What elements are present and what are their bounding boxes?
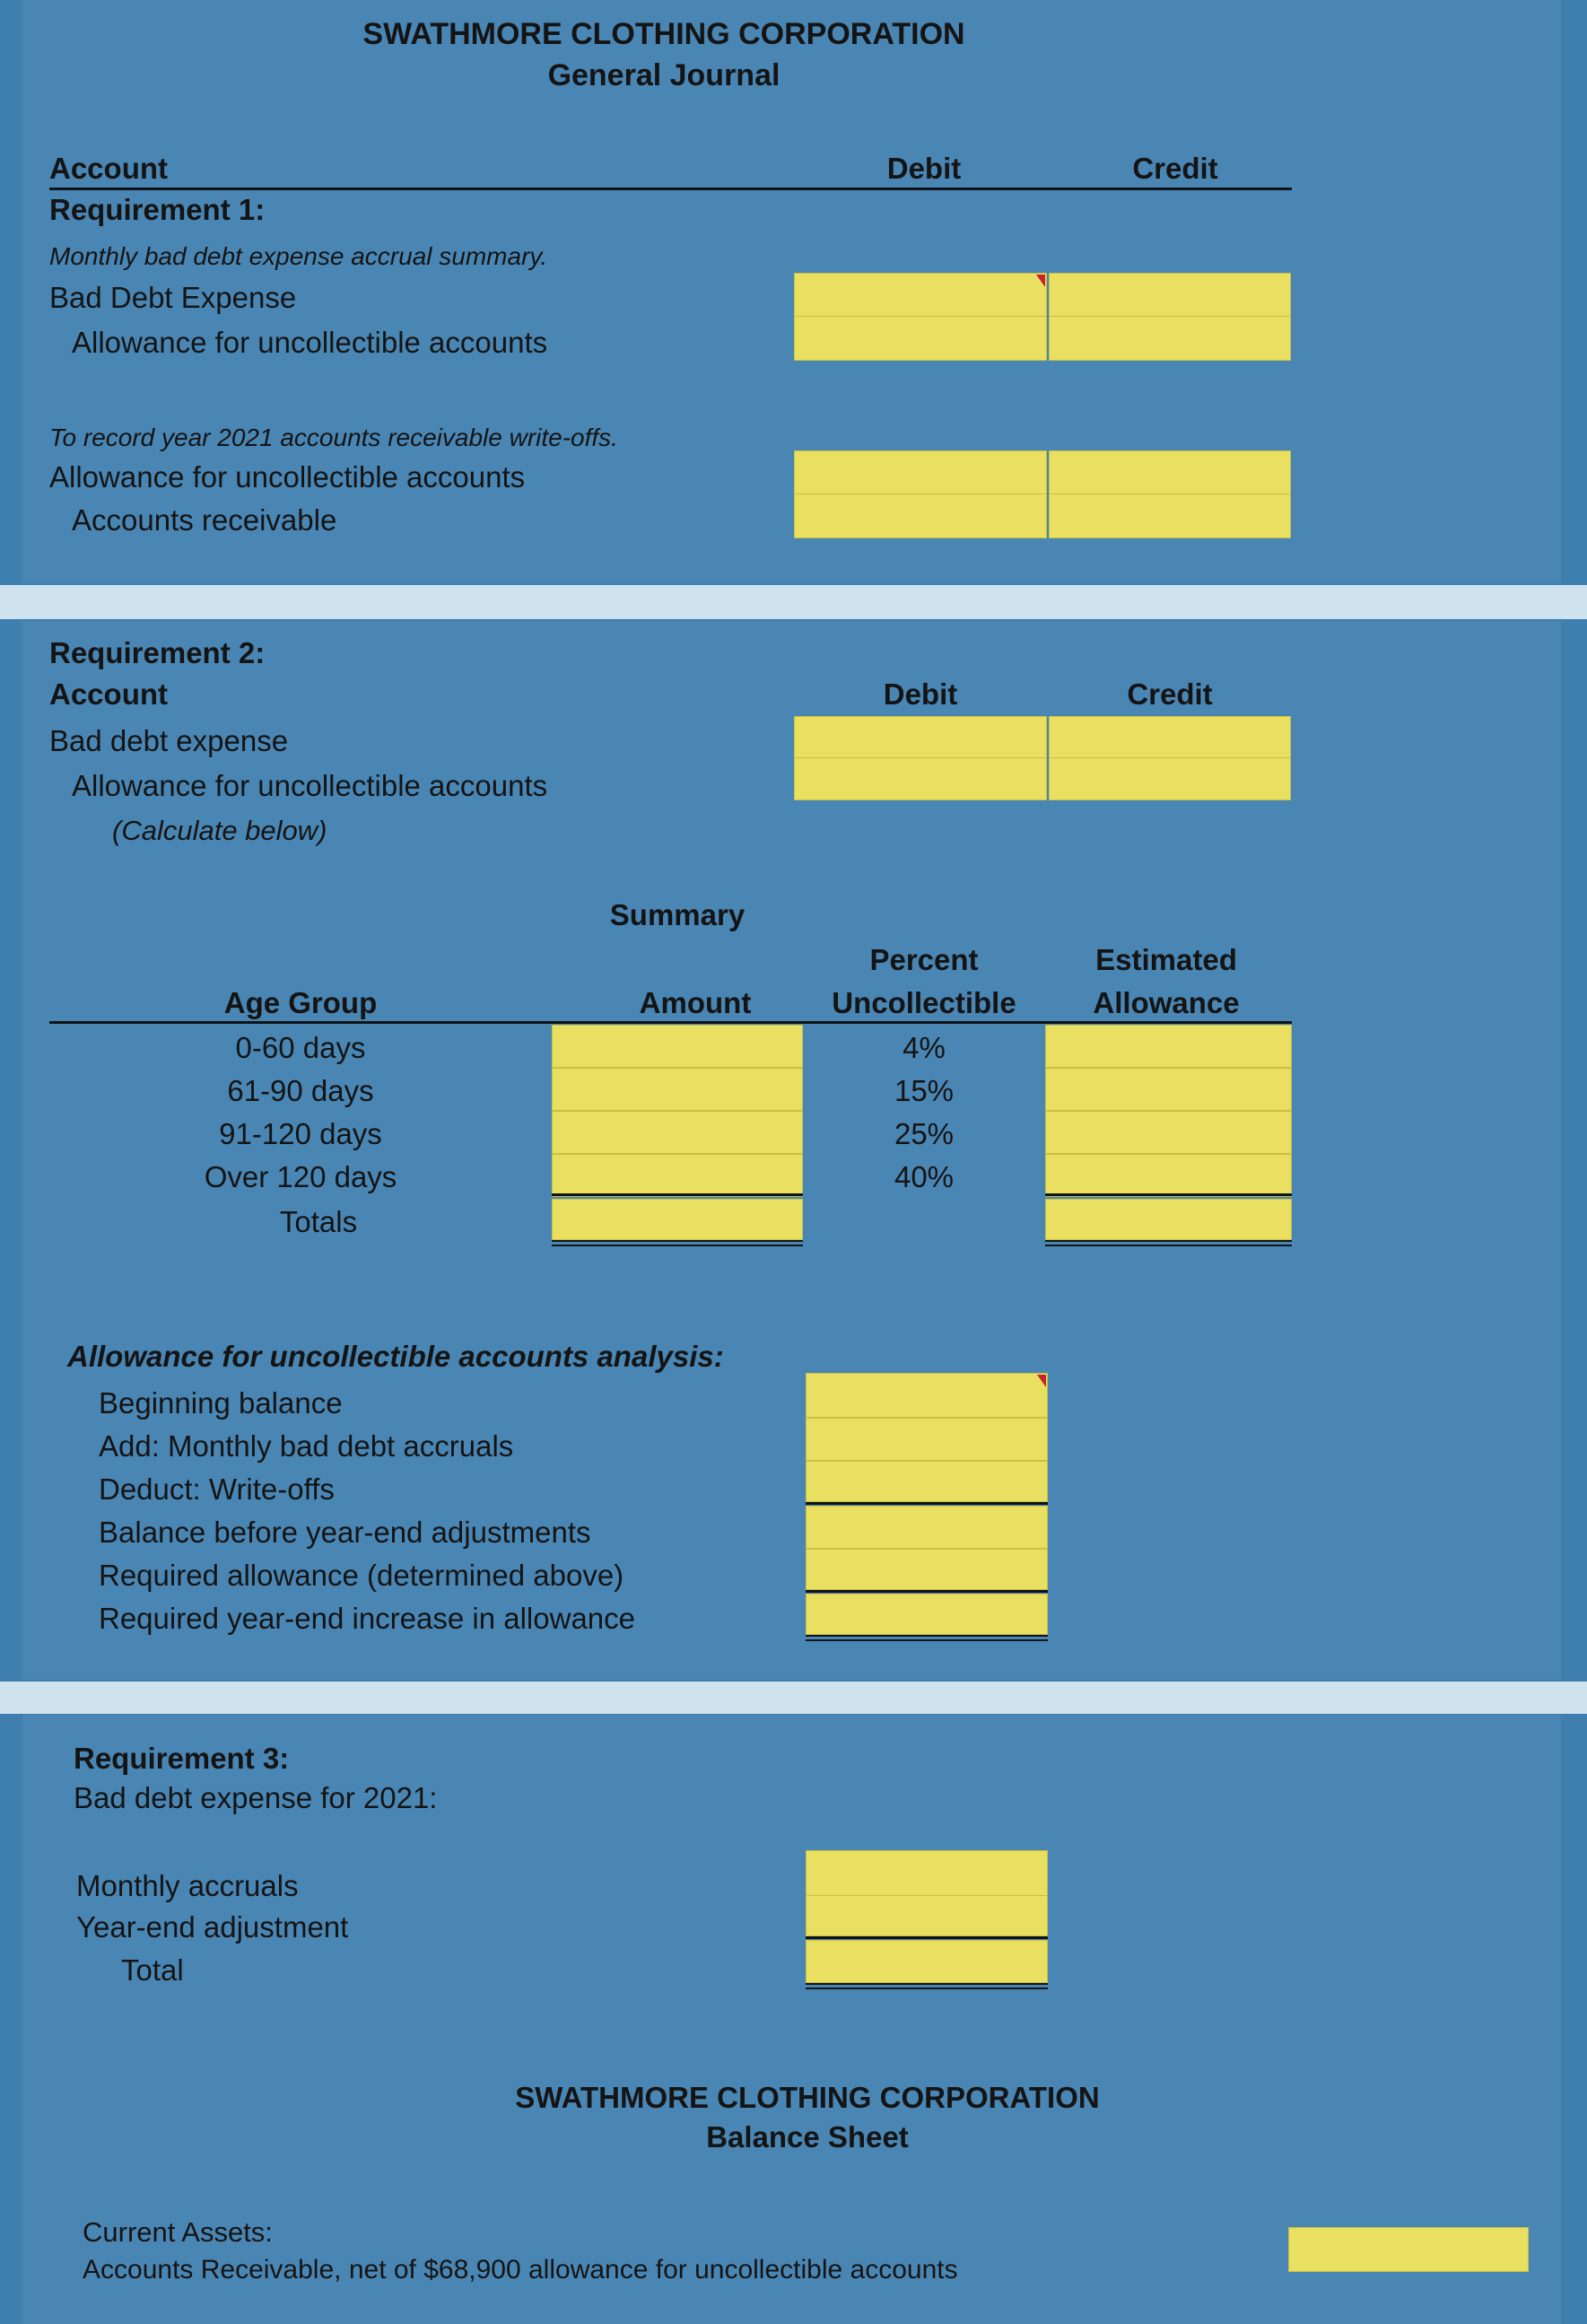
amount-input-over-120[interactable]	[552, 1154, 803, 1197]
amount-subtotal-rule	[552, 1193, 803, 1196]
req3-title: Requirement 3:	[74, 1742, 290, 1775]
analysis-input-required[interactable]	[806, 1549, 1048, 1590]
req2-calc-note: (Calculate below)	[112, 815, 327, 846]
analysis-subtotal-rule-2	[806, 1590, 1048, 1593]
analysis-title: Allowance for uncollectible accounts analysis:	[67, 1340, 724, 1373]
analysis-input-beginning[interactable]	[806, 1373, 1048, 1418]
analysis-input-increase[interactable]	[806, 1594, 1048, 1635]
account-column-header: Account	[49, 152, 168, 185]
estimated-total-double-rule	[1045, 1240, 1292, 1246]
req3-total-double-rule	[806, 1983, 1048, 1989]
debit-column-header: Debit	[886, 152, 962, 185]
credit-column-header: Credit	[1132, 152, 1218, 185]
estimated-subtotal-rule	[1045, 1193, 1292, 1196]
amount-input-61-90[interactable]	[552, 1068, 803, 1111]
percent-header-line2: Uncollectible	[832, 986, 1016, 1019]
req1-entry1-debit-account: Bad Debt Expense	[49, 281, 297, 314]
estimated-total-input[interactable]	[1045, 1199, 1292, 1240]
req2-credit-header: Credit	[1127, 677, 1213, 711]
percent-61-90: 15%	[894, 1074, 955, 1107]
req3-input-total[interactable]	[806, 1940, 1048, 1983]
amount-input-91-120[interactable]	[552, 1111, 803, 1154]
analysis-input-balance-before[interactable]	[806, 1506, 1048, 1549]
analysis-input-writeoffs[interactable]	[806, 1461, 1048, 1502]
req1-entry1-note: Monthly bad debt expense accrual summary.	[49, 242, 548, 270]
req1-entry2-debit-input[interactable]	[794, 450, 1047, 495]
req1-entry2-credit-input-2[interactable]	[1049, 494, 1291, 538]
analysis-total-double-rule	[806, 1635, 1048, 1641]
req2-account-header: Account	[49, 677, 168, 711]
percent-header-line1: Percent	[869, 943, 979, 976]
estimated-input-0-60[interactable]	[1045, 1025, 1292, 1068]
req2-title: Requirement 2:	[49, 636, 266, 669]
req3-subtitle: Bad debt expense for 2021:	[74, 1781, 438, 1814]
estimated-input-over-120[interactable]	[1045, 1154, 1292, 1197]
age-group-over-120: Over 120 days	[204, 1160, 397, 1193]
summary-label: Summary	[609, 898, 746, 931]
req1-entry2-note: To record year 2021 accounts receivable write-offs.	[49, 424, 618, 451]
age-group-91-120: 91-120 days	[219, 1117, 382, 1150]
req2-credit-input-2[interactable]	[1049, 757, 1291, 800]
req1-entry2-debit-account: Allowance for uncollectible accounts	[49, 460, 526, 494]
req1-entry2-credit-input[interactable]	[1049, 450, 1291, 495]
analysis-required-allowance: Required allowance (determined above)	[99, 1559, 624, 1592]
estimated-header-line1: Estimated	[1095, 943, 1237, 976]
balance-sheet-title: Balance Sheet	[706, 2120, 909, 2154]
amount-input-0-60[interactable]	[552, 1025, 803, 1068]
req2-debit-header: Debit	[883, 677, 958, 711]
req2-debit-input[interactable]	[794, 716, 1047, 759]
section-separator	[0, 585, 1587, 619]
req1-entry2-credit-account: Accounts receivable	[72, 503, 337, 537]
req2-credit-account: Allowance for uncollectible accounts	[72, 769, 548, 802]
req1-entry1-credit-input[interactable]	[1049, 273, 1291, 318]
accounts-receivable-net-line: Accounts Receivable, net of $68,900 allowance for uncollectible accounts	[83, 2255, 958, 2285]
comment-marker-icon	[1037, 1375, 1046, 1387]
comment-marker-icon	[1036, 275, 1045, 287]
estimated-input-61-90[interactable]	[1045, 1068, 1292, 1111]
analysis-write-offs: Deduct: Write-offs	[99, 1472, 335, 1506]
section-separator	[0, 1682, 1587, 1714]
analysis-input-accruals[interactable]	[806, 1418, 1048, 1461]
req3-input-yearend[interactable]	[806, 1895, 1048, 1936]
header-rule	[49, 188, 1292, 190]
percent-91-120: 25%	[894, 1117, 955, 1150]
estimated-header-line2: Allowance	[1093, 986, 1240, 1019]
req3-monthly-accruals: Monthly accruals	[76, 1869, 299, 1902]
current-assets-label: Current Assets:	[83, 2216, 273, 2248]
age-group-header: Age Group	[223, 986, 378, 1019]
percent-over-120: 40%	[894, 1160, 955, 1193]
req3-input-monthly[interactable]	[806, 1850, 1048, 1897]
estimated-input-91-120[interactable]	[1045, 1111, 1292, 1154]
age-group-0-60: 0-60 days	[235, 1031, 366, 1064]
accounts-receivable-net-input[interactable]	[1288, 2227, 1529, 2272]
analysis-beginning-balance: Beginning balance	[99, 1386, 343, 1420]
analysis-monthly-accruals: Add: Monthly bad debt accruals	[99, 1429, 514, 1463]
journal-title: General Journal	[547, 58, 780, 92]
analysis-required-increase: Required year-end increase in allowance	[99, 1602, 636, 1635]
req2-credit-input[interactable]	[1049, 716, 1291, 759]
amount-total-input[interactable]	[552, 1199, 803, 1240]
balance-sheet-company: SWATHMORE CLOTHING CORPORATION	[515, 2081, 1100, 2114]
age-group-61-90: 61-90 days	[227, 1074, 374, 1107]
req2-debit-input-2[interactable]	[794, 757, 1047, 800]
percent-0-60: 4%	[902, 1031, 946, 1064]
aging-totals-label: Totals	[279, 1205, 358, 1238]
amount-total-double-rule	[552, 1240, 803, 1246]
req3-yearend-adjustment: Year-end adjustment	[76, 1910, 349, 1944]
company-title: SWATHMORE CLOTHING CORPORATION	[362, 17, 965, 51]
aging-header-rule	[49, 1021, 1292, 1024]
req1-entry1-credit-input-2[interactable]	[1049, 316, 1291, 361]
req1-entry1-debit-input-2[interactable]	[794, 316, 1047, 361]
req3-subtotal-rule	[806, 1936, 1048, 1939]
req2-debit-account: Bad debt expense	[49, 724, 289, 757]
req1-title: Requirement 1:	[49, 193, 266, 226]
req1-entry1-credit-account: Allowance for uncollectible accounts	[72, 326, 548, 359]
amount-header: Amount	[639, 986, 752, 1019]
req1-entry2-debit-input-2[interactable]	[794, 494, 1047, 538]
analysis-subtotal-rule	[806, 1502, 1048, 1505]
analysis-balance-before-adjustments: Balance before year-end adjustments	[99, 1516, 591, 1549]
req3-total-label: Total	[121, 1953, 184, 1987]
req1-entry1-debit-input[interactable]	[794, 273, 1047, 318]
